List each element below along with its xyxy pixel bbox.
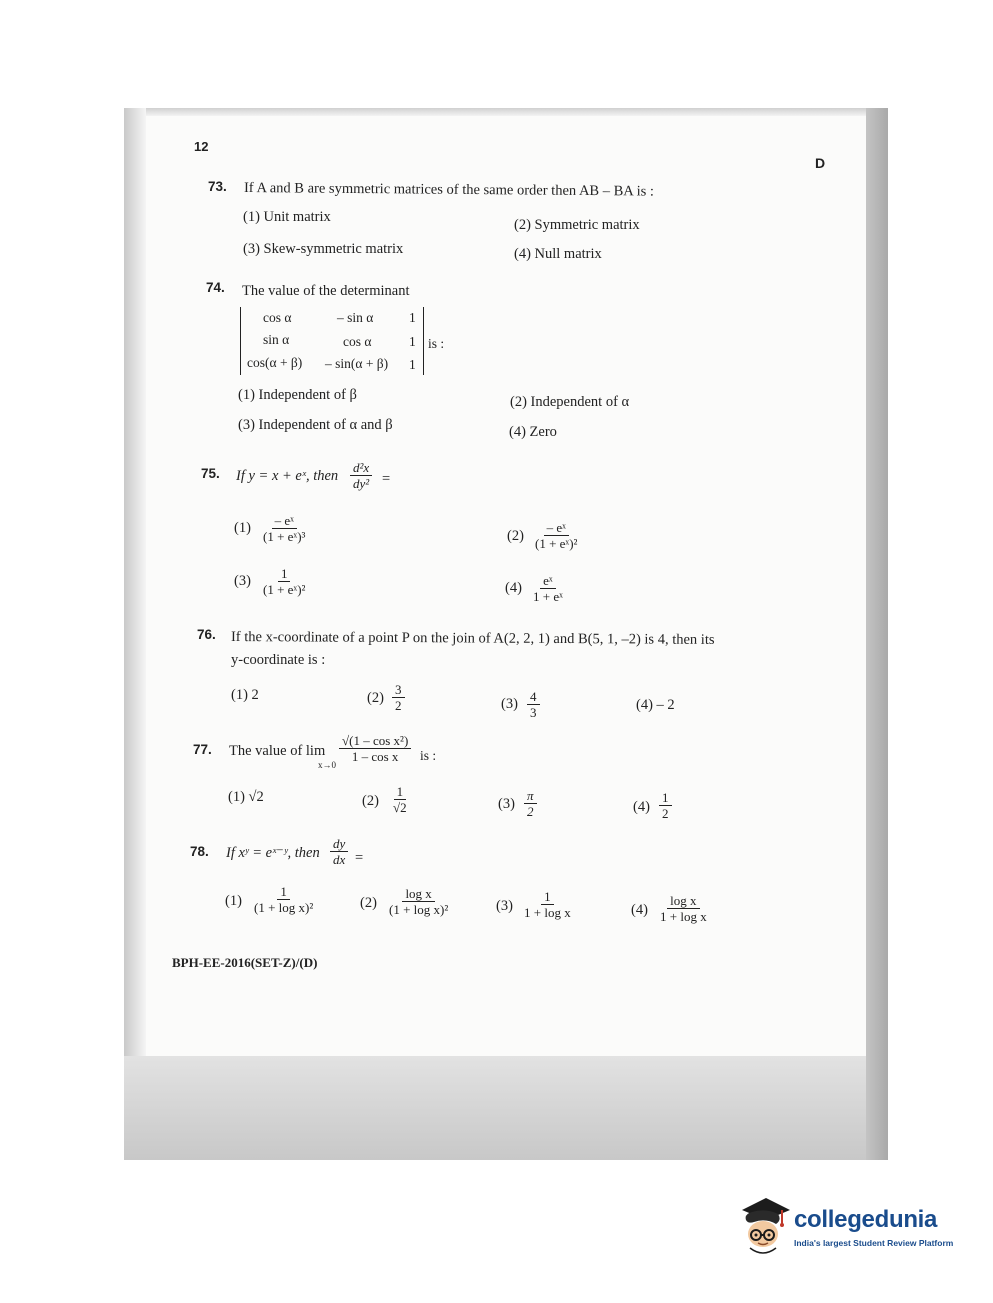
denominator: 3 bbox=[530, 705, 537, 720]
question-number: 77. bbox=[193, 742, 212, 757]
numerator: d²x bbox=[350, 460, 372, 476]
numerator: 4 bbox=[527, 689, 540, 705]
determinant bbox=[240, 307, 424, 375]
scan-right-shadow bbox=[866, 108, 888, 1160]
question-number: 73. bbox=[208, 179, 227, 194]
question-text: If xʸ = eˣ⁻ʸ, then bbox=[226, 845, 320, 861]
numerator: √(1 – cos x²) bbox=[339, 733, 411, 749]
numerator: 1 bbox=[278, 566, 291, 582]
derivative-fraction bbox=[330, 836, 348, 867]
option-1-fraction bbox=[260, 513, 308, 544]
det-cell: cos α bbox=[343, 334, 372, 349]
question-suffix: is : bbox=[420, 748, 437, 763]
question-text: The value of lim bbox=[229, 743, 326, 759]
denominator: 1 – cos x bbox=[351, 749, 399, 764]
option-2: (2) Symmetric matrix bbox=[514, 217, 640, 233]
denominator: 2 bbox=[395, 698, 402, 713]
denominator: (1 + eˣ)² bbox=[263, 582, 306, 597]
denominator: dx bbox=[333, 852, 346, 867]
det-cell: 1 bbox=[409, 334, 416, 349]
limit-subscript: x→0 bbox=[318, 760, 336, 770]
denominator: 1 + log x bbox=[524, 905, 571, 920]
numerator: π bbox=[524, 788, 537, 804]
option-3-label: (3) bbox=[498, 796, 515, 812]
denominator: dy² bbox=[353, 476, 370, 491]
option-2-fraction bbox=[390, 784, 410, 815]
numerator: 1 bbox=[659, 790, 672, 806]
numerator: log x bbox=[667, 893, 699, 909]
det-cell: cos(α + β) bbox=[247, 355, 303, 370]
option-3-fraction bbox=[260, 566, 308, 597]
option-1: (1) Independent of β bbox=[238, 387, 357, 403]
determinant-suffix: is : bbox=[428, 336, 445, 351]
option-3-label: (3) bbox=[501, 696, 518, 712]
option-1: (1) √2 bbox=[228, 789, 264, 805]
det-cell: – sin(α + β) bbox=[325, 356, 389, 371]
option-4-label: (4) bbox=[631, 902, 648, 918]
numerator: log x bbox=[402, 886, 434, 902]
option-2-fraction bbox=[386, 886, 451, 917]
numerator: eˣ bbox=[540, 573, 556, 589]
denominator: (1 + log x)² bbox=[389, 902, 449, 917]
question-text: The value of the determinant bbox=[242, 283, 410, 299]
det-cell: cos α bbox=[263, 310, 292, 325]
option-4: (4) Zero bbox=[509, 424, 557, 440]
denominator: (1 + eˣ)³ bbox=[263, 529, 306, 544]
limit-fraction bbox=[339, 733, 411, 764]
brand-tagline: India's largest Student Review Platform bbox=[794, 1238, 954, 1248]
numerator: – eˣ bbox=[544, 520, 569, 536]
denominator: (1 + eˣ)² bbox=[535, 536, 578, 551]
denominator: √2 bbox=[393, 800, 407, 815]
student-mascot-icon bbox=[736, 1196, 792, 1260]
question-text: If y = x + eˣ, then bbox=[236, 468, 339, 484]
option-4-label: (4) bbox=[633, 799, 650, 815]
page-number: 12 bbox=[194, 139, 209, 154]
option-3-fraction bbox=[527, 689, 540, 720]
option-3: (3) Independent of α and β bbox=[238, 417, 393, 433]
denominator: (1 + log x)² bbox=[254, 900, 314, 915]
scan-bottom-shadow bbox=[124, 1056, 866, 1160]
denominator: 1 + eˣ bbox=[533, 589, 563, 604]
denominator: 1 + log x bbox=[660, 909, 707, 924]
det-cell: – sin α bbox=[337, 310, 374, 325]
question-text: If A and B are symmetric matrices of the same order then AB – BA is : bbox=[243, 180, 654, 200]
question-number: 76. bbox=[197, 627, 216, 642]
option-2-label: (2) bbox=[362, 793, 379, 809]
option-4-label: (4) bbox=[505, 580, 522, 596]
option-2-fraction bbox=[392, 682, 405, 713]
option-1: (1) Unit matrix bbox=[243, 209, 331, 225]
question-text-line-1: If the x-coordinate of a point P on the join of A(2, 2, 1) and B(5, 1, –2) is 4, then its bbox=[230, 629, 715, 648]
option-3-fraction bbox=[521, 889, 574, 920]
question-number: 75. bbox=[201, 466, 220, 481]
option-3-label: (3) bbox=[234, 573, 251, 589]
det-cell: 1 bbox=[409, 357, 416, 372]
option-4: (4) Null matrix bbox=[514, 246, 602, 262]
equals-sign: = bbox=[355, 850, 364, 866]
derivative-fraction bbox=[350, 460, 372, 491]
numerator: 1 bbox=[394, 784, 407, 800]
option-4-fraction bbox=[659, 790, 672, 821]
collegedunia-logo[interactable] bbox=[736, 1196, 968, 1260]
denominator: 2 bbox=[662, 806, 669, 821]
det-cell: sin α bbox=[263, 332, 290, 347]
numerator: 1 bbox=[277, 884, 290, 900]
option-3-fraction bbox=[524, 788, 537, 819]
numerator: dy bbox=[330, 836, 348, 852]
denominator: 2 bbox=[527, 804, 534, 819]
option-4-fraction bbox=[657, 893, 710, 924]
question-text-line-2: y-coordinate is : bbox=[231, 652, 326, 668]
scan-left-edge bbox=[124, 108, 146, 1056]
numerator: – eˣ bbox=[272, 513, 297, 529]
brand-name: collegedunia bbox=[794, 1206, 938, 1233]
scan-top-edge bbox=[124, 108, 888, 116]
paper-code: BPH-EE-2016(SET-Z)/(D) bbox=[172, 955, 318, 970]
option-3: (3) Skew-symmetric matrix bbox=[243, 241, 404, 257]
option-2-fraction bbox=[532, 520, 580, 551]
numerator: 3 bbox=[392, 682, 405, 698]
option-2: (2) Independent of α bbox=[510, 394, 630, 410]
det-cell: 1 bbox=[409, 310, 416, 325]
equals-sign: = bbox=[382, 471, 391, 487]
option-2-label: (2) bbox=[360, 895, 377, 911]
question-number: 74. bbox=[206, 280, 225, 295]
option-1-label: (1) bbox=[234, 520, 251, 536]
question-number: 78. bbox=[190, 844, 209, 859]
option-1: (1) 2 bbox=[231, 687, 259, 703]
option-2-label: (2) bbox=[507, 528, 524, 544]
option-4: (4) – 2 bbox=[636, 697, 675, 713]
set-code: D bbox=[815, 155, 826, 171]
option-1-label: (1) bbox=[225, 893, 242, 909]
option-1-fraction bbox=[251, 884, 316, 915]
option-4-fraction bbox=[530, 573, 566, 604]
option-3-label: (3) bbox=[496, 898, 513, 914]
numerator: 1 bbox=[541, 889, 554, 905]
option-2-label: (2) bbox=[367, 690, 384, 706]
